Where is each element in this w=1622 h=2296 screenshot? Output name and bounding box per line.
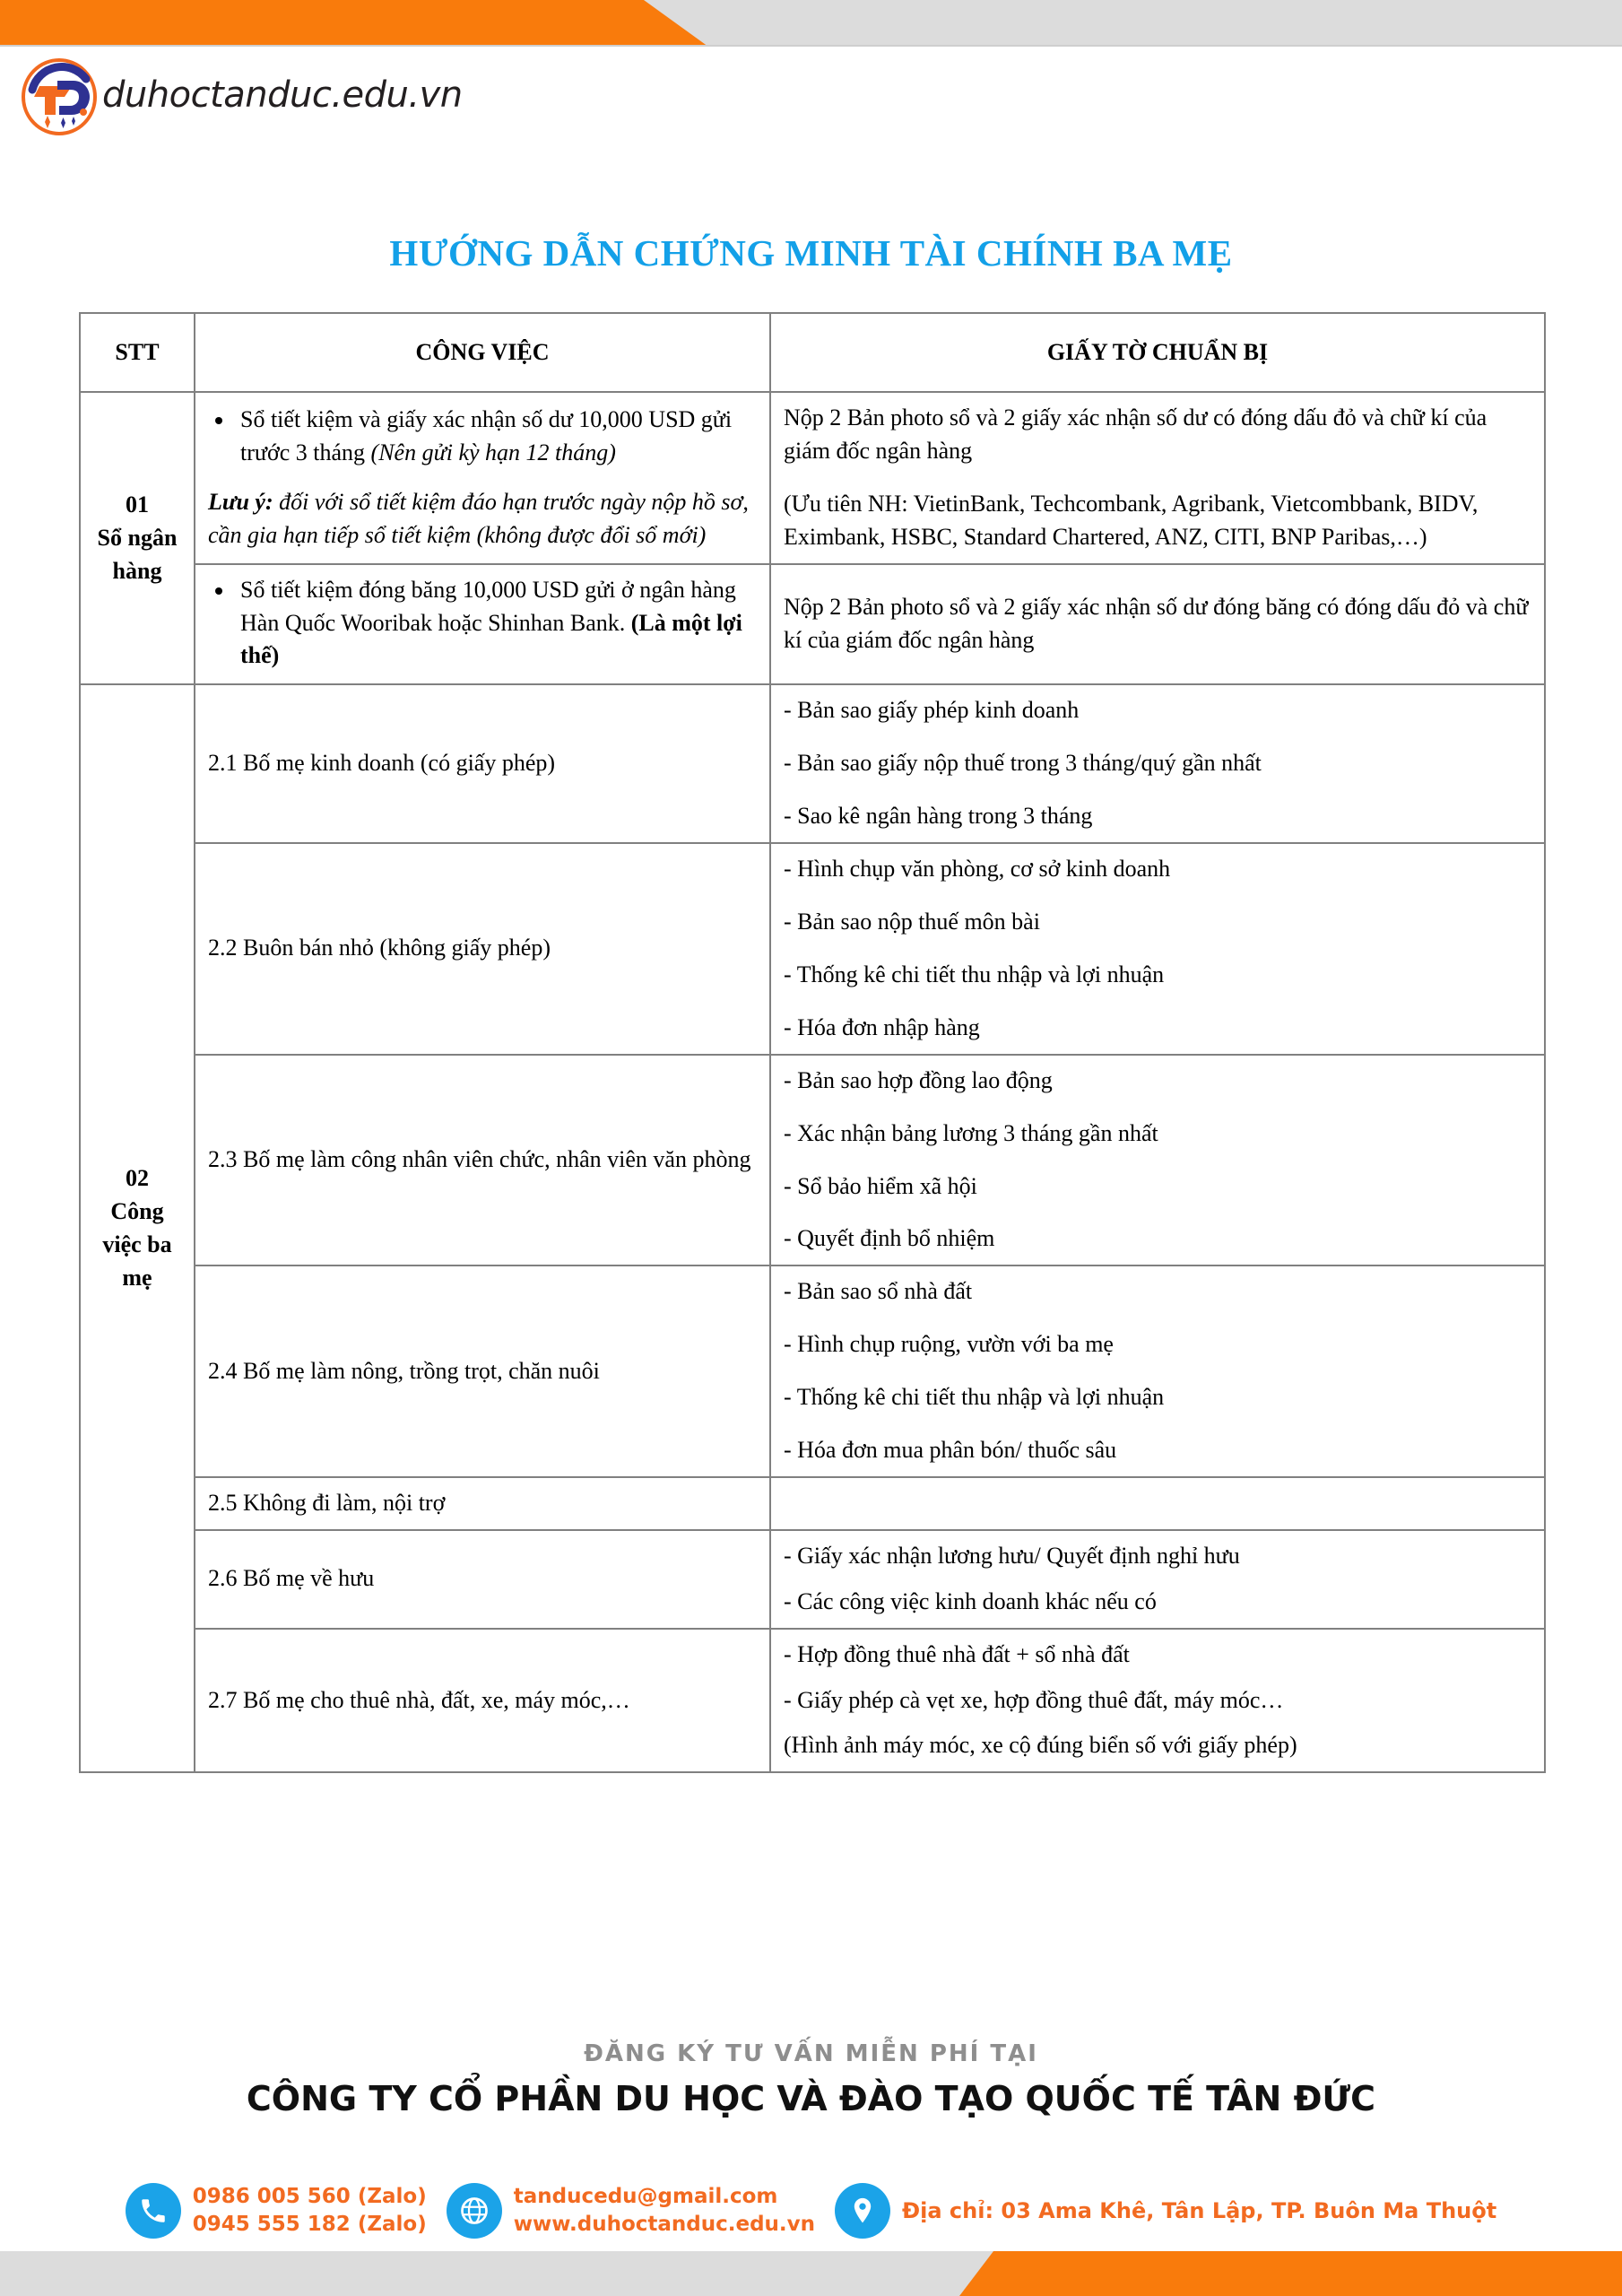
- docs-cell-1-2: [770, 564, 1545, 685]
- contact-address[interactable]: [835, 2183, 1496, 2239]
- column-header-stt: STT: [80, 313, 195, 392]
- docs-cell-2-7: [770, 1629, 1545, 1773]
- contact-phone[interactable]: [126, 2183, 427, 2239]
- register-prompt: ĐĂNG KÝ TƯ VẤN MIỄN PHÍ TẠI: [584, 2040, 1038, 2067]
- column-header-docs: GIẤY TỜ CHUẨN BỊ: [770, 313, 1545, 392]
- location-pin-icon: [835, 2183, 890, 2239]
- column-header-work: CÔNG VIỆC: [195, 313, 770, 392]
- table-row: [80, 1265, 1545, 1477]
- table-row: [80, 392, 1545, 564]
- address-text: Địa chỉ: 03 Ama Khê, Tân Lập, TP. Buôn Ma Thuột: [902, 2197, 1497, 2223]
- list-item: [235, 404, 757, 470]
- doc-line: - Thống kê chi tiết thu nhập và lợi nhuận: [784, 1384, 1165, 1411]
- work-bullet-list: [208, 404, 757, 470]
- work-bullet-bold-tail: (Là một lợi thế): [240, 609, 742, 669]
- company-name: CÔNG TY CỔ PHẦN DU HỌC VÀ ĐÀO TẠO QUỐC TẾ TÂN ĐỨC: [246, 2079, 1376, 2118]
- contact-bar: [0, 2161, 1622, 2260]
- bottom-banner: [0, 2251, 1622, 2296]
- work-cell-2-5: 2.5 Không đi làm, nội trợ: [195, 1477, 770, 1530]
- doc-line: - Các công việc kinh doanh khác nếu có: [784, 1587, 1157, 1614]
- brand-logo: [18, 54, 463, 136]
- section-label-02: [80, 684, 195, 1772]
- doc-line: - Bản sao sổ nhà đất: [784, 1278, 973, 1305]
- doc-line: - Hóa đơn mua phân bón/ thuốc sâu: [784, 1437, 1117, 1464]
- doc-line: - Giấy xác nhận lương hưu/ Quyết định nghỉ hưu: [784, 1542, 1240, 1569]
- doc-line: (Ưu tiên NH: VietinBank, Techcombank, Agribank, Vietcombbank, BIDV, Eximbank, HSBC, Standard Chartered, ANZ, CITI, BNP Paribas,…): [784, 490, 1479, 550]
- section-label-01: [80, 392, 195, 684]
- work-bullet-italic-tail: (Nên gửi kỳ hạn 12 tháng): [370, 439, 616, 465]
- top-banner-orange-stripe: [0, 0, 708, 47]
- table-row: [80, 1629, 1545, 1773]
- doc-line: - Hình chụp ruộng, vườn với ba mẹ: [784, 1331, 1114, 1358]
- docs-cell-2-5: [770, 1477, 1545, 1530]
- section-title-02: Công việc ba mẹ: [102, 1197, 172, 1291]
- doc-line: - Hình chụp văn phòng, cơ sở kinh doanh: [784, 856, 1171, 883]
- docs-cell-2-6: [770, 1530, 1545, 1629]
- website-text: www.duhoctanduc.edu.vn: [513, 2213, 816, 2236]
- doc-line: Nộp 2 Bản photo sổ và 2 giấy xác nhận số dư có đóng dấu đỏ và chữ kí của giám đốc ngân hàng: [784, 404, 1488, 464]
- work-note-text: đối với sổ tiết kiệm đáo hạn trước ngày nộp hồ sơ, cần gia hạn tiếp sổ tiết kiệm (không được đổi sổ mới): [208, 488, 749, 548]
- table-row: [80, 684, 1545, 843]
- section-number-02: 02: [126, 1165, 149, 1192]
- bottom-banner-gray-stripe: [0, 2251, 1058, 2296]
- page-title: HƯỚNG DẪN CHỨNG MINH TÀI CHÍNH BA MẸ: [389, 232, 1233, 274]
- list-item: [235, 574, 757, 674]
- table-row: [80, 564, 1545, 685]
- doc-line: (Hình ảnh máy móc, xe cộ đúng biển số với giấy phép): [784, 1732, 1297, 1759]
- work-cell-2-4: 2.4 Bố mẹ làm nông, trồng trọt, chăn nuôi: [195, 1265, 770, 1477]
- work-note: [208, 486, 757, 552]
- table-row: [80, 1477, 1545, 1530]
- work-cell-2-6: 2.6 Bố mẹ về hưu: [195, 1530, 770, 1629]
- docs-cell-2-2: [770, 843, 1545, 1055]
- phone-icon: [126, 2183, 181, 2239]
- docs-cell-2-1: [770, 684, 1545, 843]
- doc-line: - Bản sao giấy phép kinh doanh: [784, 697, 1080, 724]
- table-row: [80, 843, 1545, 1055]
- globe-icon: [447, 2183, 502, 2239]
- top-banner-hairline: [0, 45, 1622, 47]
- doc-line: - Sao kê ngân hàng trong 3 tháng: [784, 803, 1093, 830]
- phone-line-2: 0945 555 182 (Zalo): [192, 2213, 427, 2236]
- bottom-banner-orange-stripe: [959, 2251, 1622, 2296]
- web-contact-lines: [514, 2183, 815, 2239]
- work-cell-2-2: 2.2 Buôn bán nhỏ (không giấy phép): [195, 843, 770, 1055]
- work-cell-1-1: [195, 392, 770, 564]
- docs-cell-2-3: [770, 1055, 1545, 1266]
- work-note-label: Lưu ý:: [208, 488, 273, 515]
- doc-line: - Bản sao nộp thuế môn bài: [784, 908, 1040, 935]
- doc-line: - Sổ bảo hiểm xã hội: [784, 1172, 977, 1199]
- work-cell-2-1: 2.1 Bố mẹ kinh doanh (có giấy phép): [195, 684, 770, 843]
- phone-numbers: [193, 2183, 427, 2239]
- work-bullet-text: Sổ tiết kiệm đóng băng 10,000 USD gửi ở ngân hàng Hàn Quốc Wooribak hoặc Shinhan Bank.: [240, 576, 736, 636]
- doc-line: - Thống kê chi tiết thu nhập và lợi nhuận: [784, 961, 1165, 987]
- docs-cell-1-1: [770, 392, 1545, 564]
- doc-line: - Hóa đơn nhập hàng: [784, 1013, 980, 1040]
- doc-line: - Bản sao hợp đồng lao động: [784, 1066, 1053, 1093]
- section-number-01: 01: [126, 491, 149, 517]
- doc-line: - Hợp đồng thuê nhà đất + sổ nhà đất: [784, 1640, 1130, 1667]
- table-header-row: [80, 313, 1545, 392]
- guide-table: [79, 312, 1546, 1773]
- site-name: duhoctanduc.edu.vn: [102, 74, 463, 116]
- top-banner: [0, 0, 1622, 47]
- doc-line: Nộp 2 Bản photo sổ và 2 giấy xác nhận số dư đóng băng có đóng dấu đỏ và chữ kí của giám đốc ngân hàng: [784, 594, 1529, 653]
- docs-cell-2-4: [770, 1265, 1545, 1477]
- table-row: [80, 1530, 1545, 1629]
- work-cell-1-2: [195, 564, 770, 685]
- doc-line: - Bản sao giấy nộp thuế trong 3 tháng/quý gần nhất: [784, 750, 1262, 777]
- doc-line: - Xác nhận bảng lương 3 tháng gần nhất: [784, 1119, 1158, 1146]
- doc-line: - Giấy phép cà vẹt xe, hợp đồng thuê đất, máy móc…: [784, 1686, 1284, 1713]
- work-cell-2-3: 2.3 Bố mẹ làm công nhân viên chức, nhân viên văn phòng: [195, 1055, 770, 1266]
- table-row: [80, 1055, 1545, 1266]
- work-cell-2-7: 2.7 Bố mẹ cho thuê nhà, đất, xe, máy móc,…: [195, 1629, 770, 1773]
- work-bullet-list: [208, 574, 757, 674]
- doc-line: - Quyết định bổ nhiệm: [784, 1225, 995, 1252]
- section-title-01: Sổ ngân hàng: [97, 524, 178, 584]
- td-logo-icon: [18, 54, 100, 136]
- work-bullet-text: Sổ tiết kiệm và giấy xác nhận số dư 10,000 USD gửi trước 3 tháng: [240, 406, 733, 465]
- contact-web[interactable]: [447, 2183, 815, 2239]
- email-text: tanducedu@gmail.com: [513, 2184, 778, 2208]
- phone-line-1: 0986 005 560 (Zalo): [192, 2184, 427, 2208]
